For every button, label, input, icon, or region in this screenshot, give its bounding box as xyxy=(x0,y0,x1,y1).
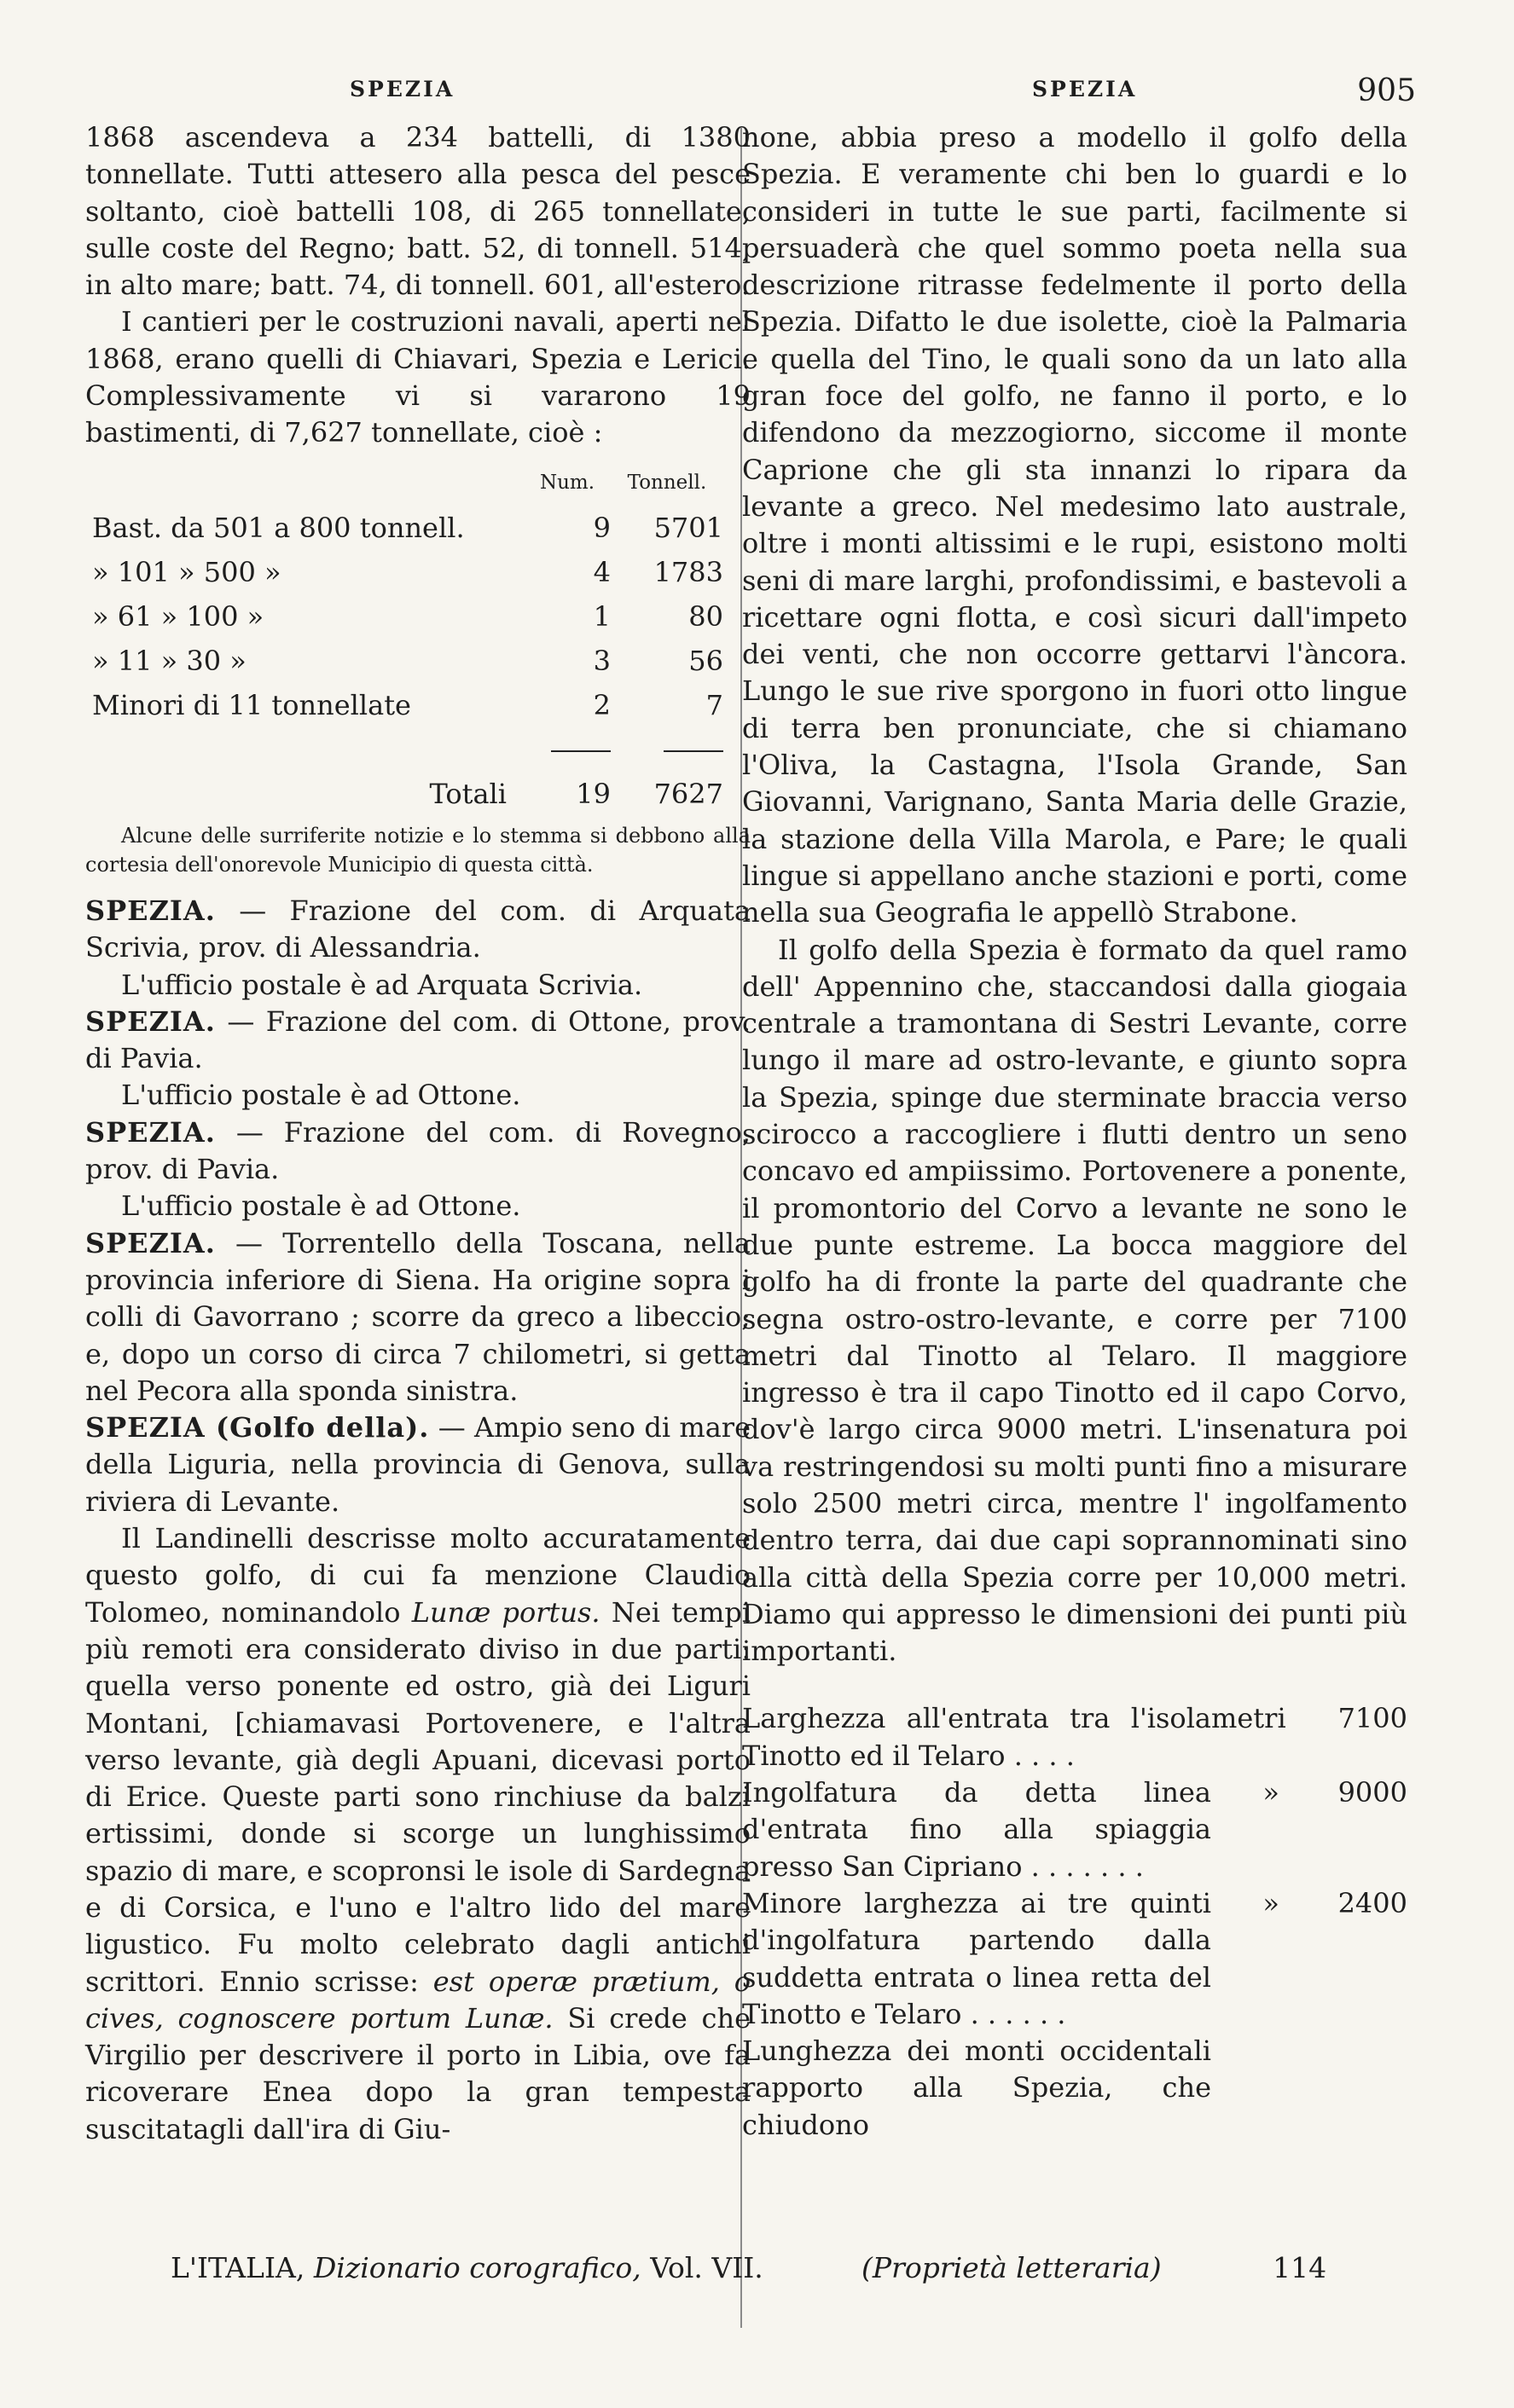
footer-work: Dizionario corografico, xyxy=(313,2251,641,2284)
table-row xyxy=(92,591,723,635)
dim-value xyxy=(1279,2033,1407,2144)
signature-mark: 114 xyxy=(1273,2251,1327,2284)
entry-postal: L'ufficio postale è ad Ottone. xyxy=(121,1079,521,1112)
row-label: » 11 » 30 » xyxy=(92,644,247,677)
total-ton: 7627 xyxy=(653,777,723,810)
entry-head: SPEZIA. xyxy=(85,1115,216,1149)
table-row xyxy=(92,635,723,680)
entry-text: — Torrentello della Toscana, nella provincia inferiore di Siena. Ha origine sopra i colli di Gavorrano ; scorre da greco a libeccio; e, dopo un corso di circa 7 chilometri, si getta nel Pecora alla sponda sinistra. xyxy=(85,1226,751,1407)
table-row xyxy=(92,502,723,547)
text-span: Nei tempi più remoti era considerato diviso in due parti: quella verso ponente ed ostro, già dei Liguri Montani, [chiamavasi Portovenere, e l'altra verso levante, già degli Apuani, dicevasi porto di Erice. Queste parti sono rinchiuse da balzi ertissimi, donde si scorge un lunghissimo spazio di mare, e scopronsi le isole di Sardegna e di Corsica, e l'uno e l'altro lido del mare ligustico. Fu molto celebrato dagli antichi scrittori. Ennio scrisse: xyxy=(85,1595,751,1998)
row-ton: 5701 xyxy=(653,511,723,544)
entry-head: SPEZIA. xyxy=(85,1004,216,1038)
row-ton: 7 xyxy=(705,688,723,721)
list-item xyxy=(742,1774,1407,1885)
shipbuilding-table xyxy=(92,464,723,813)
paragraph-continuation: none, abbia preso a modello il golfo della Spezia. E veramente chi ben lo guardi e lo consideri in tutte le sue parti, facilmente si persuaderà che quel sommo poeta nella sua descrizione ritrasse fedelmente il porto della Spezia. Difatto le due isolette, cioè la Palmaria e quella del Tino, le quali sono da un lato alla gran foce del golfo, ne fanno il porto, e lo difendono da mezzogiorno, siccome il monte Caprione che gli sta innanzi lo ripara da levante a greco. Nel medesimo lato australe, oltre i monti altissimi e le rupi, esistono molti seni di mare larghi, profondissimi, e bastevoli a ricettare ogni flotta, e così sicuri dall'impeto dei venti, che non occorre gettarvi l'àncora. Lungo le sue rive sporgono in fuori otto lingue di terra ben pronunciate, che si chiamano l'Oliva, la Castagna, l'Isola Grande, San Giovanni, Varignano, Santa Maria delle Grazie, la stazione della Villa Marola, e Pare; le quali lingue si appellano anche stazioni e porti, come nella sua Geografia le appellò Strabone. xyxy=(742,121,1407,929)
dimensions-list xyxy=(742,1700,1407,2144)
row-num: 9 xyxy=(593,511,611,544)
sum-rule xyxy=(551,750,611,752)
dim-unit xyxy=(1211,2033,1279,2144)
footer-title: L'ITALIA, xyxy=(171,2251,305,2284)
row-label: Minori di 11 tonnellate xyxy=(92,688,411,721)
row-num: 3 xyxy=(593,644,611,677)
entry-text: — Frazione del com. di Ottone, prov. di Pavia. xyxy=(85,1004,751,1075)
dim-unit: » xyxy=(1262,1886,1279,1919)
entry-head: SPEZIA (Golfo della). xyxy=(85,1411,430,1444)
footer-right xyxy=(861,2251,1326,2284)
list-item xyxy=(742,1700,1407,1774)
text-span: Si crede che Virgilio per descrivere il porto in Libia, ove fa ricoverare Enea dopo la gran tempesta suscitatagli dall'ira di Giu- xyxy=(85,2001,751,2145)
footer-copyright: (Proprietà letteraria) xyxy=(861,2251,1162,2284)
total-num: 19 xyxy=(576,777,611,810)
sum-rule xyxy=(664,750,723,752)
paragraph-formation: Il golfo della Spezia è formato da quel ramo dell' Appennino che, staccandosi dalla giogaia centrale a tramontana di Sestri Levante, corre lungo il mare ad ostro-levante, e giunto sopra la Spezia, spinge due sterminate braccia verso scirocco a raccogliere i flutti dentro un seno concavo ed ampiissimo. Portovenere a ponente, il promontorio del Corvo a levante ne sono le due punte estreme. La bocca maggiore del golfo ha di fronte la parte del quadrante che segna ostro-ostro-levante, e corre per 7100 metri dal Tinotto al Telaro. Il maggiore ingresso è tra il capo Tinotto ed il capo Corvo, dov'è largo circa 9000 metri. L'insenatura poi va restringendosi su molti punti fino a misurare solo 2500 metri circa, mentre l' ingolfamento dentro terra, dai due capi soprannominati sino alla città della Spezia corre per 10,000 metri. Diamo qui appresso le dimensioni dei punti più importanti. xyxy=(742,933,1407,1668)
dim-value: 9000 xyxy=(1337,1776,1407,1809)
dim-label: Larghezza all'entrata tra l'isola Tinotto ed il Telaro . . . . xyxy=(742,1702,1211,1772)
entry-text: — Frazione del com. di Arquata Scrivia, prov. di Alessandria. xyxy=(85,894,751,964)
list-item xyxy=(742,1885,1407,2033)
text-span: Il Landinelli descrisse molto accuratamente questo golfo, di cui fa menzione Claudio Tolomeo, nominandolo xyxy=(85,1522,751,1629)
row-ton: 80 xyxy=(688,599,723,633)
table-total-row xyxy=(92,768,723,813)
entry-head: SPEZIA. xyxy=(85,894,216,927)
dim-value: 2400 xyxy=(1337,1886,1407,1919)
entry-text: — Ampio seno di mare della Liguria, nella provincia di Genova, sulla riviera di Levante. xyxy=(85,1411,751,1518)
dim-unit: metri xyxy=(1211,1702,1286,1735)
footer-volume: Vol. VII. xyxy=(650,2251,763,2284)
page-number: 905 xyxy=(1357,73,1416,108)
row-num: 2 xyxy=(593,688,611,721)
entry-postal: L'ufficio postale è ad Arquata Scrivia. xyxy=(121,968,643,1001)
row-num: 4 xyxy=(593,555,611,588)
table-header-ton: Tonnell. xyxy=(627,471,707,494)
left-column xyxy=(85,119,751,2148)
list-item xyxy=(742,2033,1407,2144)
paragraph-cantieri: I cantieri per le costruzioni navali, aperti nel 1868, erano quelli di Chiavari, Spezia e Lerici. Complessivamente vi si vararono 19 bastimenti, di 7,627 tonnellate, cioè : xyxy=(85,305,751,449)
row-label: Bast. da 501 a 800 tonnell. xyxy=(92,511,465,544)
entry-text: — Frazione del com. di Rovegno, prov. di Pavia. xyxy=(85,1115,751,1186)
entry-postal: L'ufficio postale è ad Ottone. xyxy=(121,1190,521,1223)
table-row xyxy=(92,547,723,591)
paragraph-golfo xyxy=(85,1520,751,2148)
table-header-num: Num. xyxy=(539,471,595,494)
right-column xyxy=(742,119,1407,2144)
dim-unit: » xyxy=(1262,1776,1279,1809)
ennio-quote: est operæ prætium, o cives, cognoscere portum Lunæ. xyxy=(85,1965,751,2035)
dim-label: Ingolfatura da detta linea d'entrata fino alla spiaggia presso San Cipriano . . . . . . . xyxy=(742,1776,1211,1883)
dim-label: Lunghezza dei monti occidentali rapporto alla Spezia, che chiudono xyxy=(742,2035,1211,2141)
dim-value: 7100 xyxy=(1337,1702,1407,1735)
row-ton: 1783 xyxy=(653,555,723,588)
row-ton: 56 xyxy=(688,644,723,677)
footnote: Alcune delle surriferite notizie e lo stemma si debbono alla cortesia dell'onorevole Municipio di questa città. xyxy=(85,823,751,877)
entry-head: SPEZIA. xyxy=(85,1226,216,1259)
footer-left xyxy=(171,2251,763,2284)
table-row xyxy=(92,680,723,724)
paragraph-intro: 1868 ascendeva a 234 battelli, di 1380 tonnellate. Tutti attesero alla pesca del pesce soltanto, cioè battelli 108, di 265 tonnellate, sulle coste del Regno; batt. 52, di tonnell. 514, in alto mare; batt. 74, di tonnell. 601, all'estero. xyxy=(85,121,751,302)
dim-label: Minore larghezza ai tre quinti d'ingolfatura partendo dalla suddetta entrata o linea retta del Tinotto e Telaro . . . . . . xyxy=(742,1886,1211,2030)
latin-name: Lunæ portus. xyxy=(411,1595,600,1629)
running-head-left: SPEZIA xyxy=(350,77,455,101)
running-head-right: SPEZIA xyxy=(1032,77,1138,101)
row-num: 1 xyxy=(593,599,611,633)
row-label: » 101 » 500 » xyxy=(92,555,281,588)
total-label: Totali xyxy=(429,777,507,810)
row-label: » 61 » 100 » xyxy=(92,599,264,633)
